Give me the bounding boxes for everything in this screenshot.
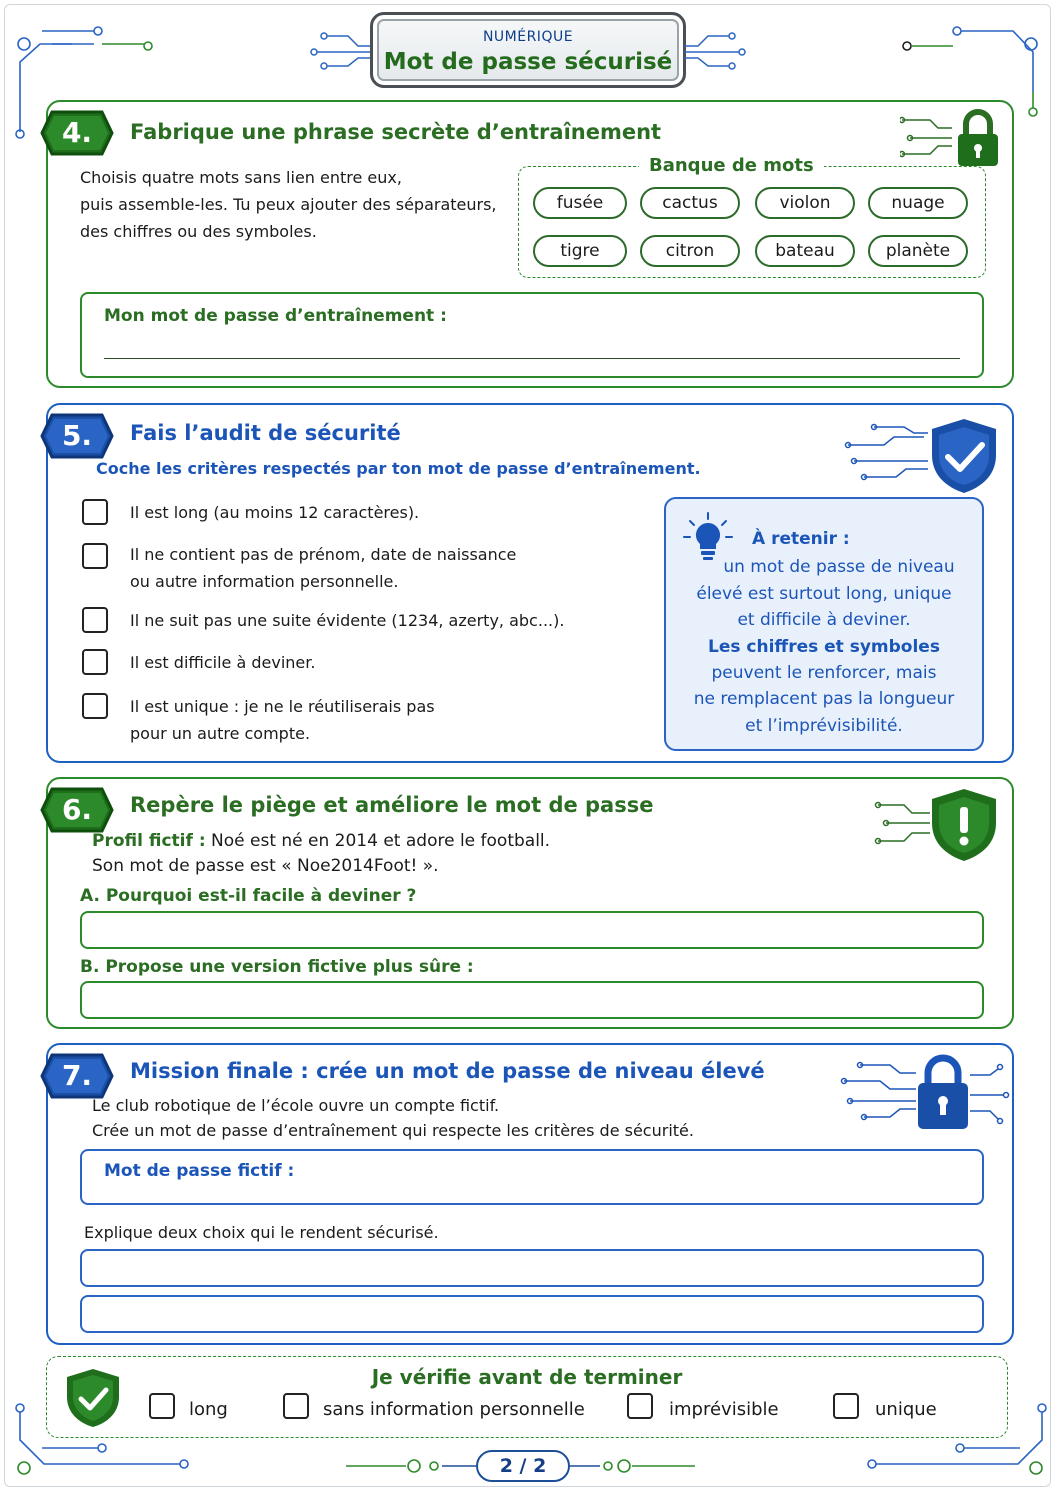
section-number: 6. xyxy=(61,793,93,826)
criterion-line: ou autre information personnelle. xyxy=(130,572,399,591)
padlock-icon xyxy=(840,1051,1010,1133)
reminder-line: Les chiffres et symboles xyxy=(708,637,940,657)
checklist-title: Je vérifie avant de terminer xyxy=(371,1365,683,1389)
explain-prompt: Explique deux choix qui le rendent sécurisé. xyxy=(84,1223,439,1242)
criterion-line: Il est long (au moins 12 caractères). xyxy=(130,503,420,522)
reminder-line: un mot de passe de niveau xyxy=(723,557,955,577)
explain-box-2[interactable] xyxy=(80,1295,984,1333)
lightbulb-icon xyxy=(682,511,734,563)
criterion-checkbox[interactable] xyxy=(82,543,108,569)
word-chip: fusée xyxy=(533,187,627,219)
padlock-icon xyxy=(900,108,1004,170)
page-title: Mot de passe sécurisé xyxy=(383,49,673,75)
reminder-title: À retenir : xyxy=(752,529,850,549)
footer-connector-left xyxy=(346,1456,476,1476)
password-answer-box[interactable] xyxy=(80,292,984,378)
intro-line: puis assemble-les. Tu peux ajouter des séparateurs, xyxy=(80,195,497,214)
answer-line[interactable] xyxy=(104,358,960,359)
reminder-line: élevé est surtout long, unique xyxy=(696,584,952,604)
shield-alert-icon xyxy=(874,785,1000,863)
answer-label: Mot de passe fictif : xyxy=(104,1161,295,1181)
criterion-text xyxy=(130,541,516,595)
section-4 xyxy=(46,100,1014,388)
reminder-line: et difficile à deviner. xyxy=(737,610,911,630)
word-chip: citron xyxy=(640,235,740,267)
checklist-label: unique xyxy=(875,1399,937,1420)
footer-connector-right xyxy=(570,1456,700,1476)
reminder-line: peuvent le renforcer, mais xyxy=(711,663,937,683)
answer-label: Mon mot de passe d’entraînement : xyxy=(104,306,447,326)
criterion-line: Il ne suit pas une suite évidente (1234, azerty, abc...). xyxy=(130,611,565,630)
intro-line: Le club robotique de l’école ouvre un compte fictif. xyxy=(92,1096,500,1115)
section-5 xyxy=(46,403,1014,763)
criterion-checkbox[interactable] xyxy=(82,607,108,633)
criterion-checkbox[interactable] xyxy=(82,693,108,719)
checklist-label: long xyxy=(189,1399,228,1420)
word-chip: tigre xyxy=(533,235,627,267)
profile-line: Son mot de passe est « Noe2014Foot! ». xyxy=(92,856,439,876)
intro-line: Choisis quatre mots sans lien entre eux, xyxy=(80,168,402,187)
criterion-text xyxy=(130,649,315,676)
circuit-header-right xyxy=(684,26,748,76)
intro-line: Crée un mot de passe d’entraînement qui respecte les critères de sécurité. xyxy=(92,1121,694,1140)
section-5-instruction: Coche les critères respectés par ton mot de passe d’entraînement. xyxy=(96,459,701,478)
section-title: Mission finale : crée un mot de passe de niveau élevé xyxy=(130,1059,765,1083)
section-number: 4. xyxy=(61,116,93,149)
checklist-checkbox[interactable] xyxy=(283,1393,309,1419)
section-title: Fabrique une phrase secrète d’entraînement xyxy=(130,120,662,144)
circuit-header-left xyxy=(308,26,372,76)
word-chip: violon xyxy=(755,187,855,219)
word-chip: planète xyxy=(868,235,968,267)
section-7 xyxy=(46,1043,1014,1345)
shield-check-icon xyxy=(844,415,1000,495)
checklist-label: sans information personnelle xyxy=(323,1399,585,1420)
criterion-line: pour un autre compte. xyxy=(130,724,311,743)
profile-text: Noé est né en 2014 et adore le football. xyxy=(211,831,551,851)
question-b-label: B. Propose une version fictive plus sûre : xyxy=(80,957,474,977)
section-number: 7. xyxy=(61,1059,93,1092)
reminder-line: et l’imprévisibilité. xyxy=(745,716,903,736)
explain-box-1[interactable] xyxy=(80,1249,984,1287)
question-a-label: A. Pourquoi est-il facile à deviner ? xyxy=(80,886,417,906)
section-7-intro xyxy=(92,1093,694,1143)
criterion-text xyxy=(130,693,435,747)
criterion-line: Il est difficile à deviner. xyxy=(130,653,316,672)
word-chip: nuage xyxy=(868,187,968,219)
criterion-checkbox[interactable] xyxy=(82,499,108,525)
answer-box-b[interactable] xyxy=(80,981,984,1019)
page-number: 2 / 2 xyxy=(476,1450,570,1482)
profile-label: Profil fictif : xyxy=(92,831,206,851)
criterion-line: Il est unique : je ne le réutiliserais pas xyxy=(130,697,435,716)
section-title: Fais l’audit de sécurité xyxy=(130,421,401,445)
checklist-checkbox[interactable] xyxy=(149,1393,175,1419)
criterion-text xyxy=(130,499,419,526)
word-bank xyxy=(518,155,986,278)
profile-block xyxy=(92,829,550,879)
criterion-checkbox[interactable] xyxy=(82,649,108,675)
section-6 xyxy=(46,777,1014,1029)
criterion-line: Il ne contient pas de prénom, date de naissance xyxy=(130,545,517,564)
final-checklist xyxy=(46,1356,1008,1438)
checklist-checkbox[interactable] xyxy=(627,1393,653,1419)
reminder-box xyxy=(664,497,984,751)
profile-line xyxy=(92,829,550,854)
header-kicker: NUMÉRIQUE xyxy=(482,29,574,45)
criterion-text xyxy=(130,607,564,634)
header-plate xyxy=(370,12,686,88)
section-number: 5. xyxy=(61,419,93,452)
intro-line: des chiffres ou des symboles. xyxy=(80,222,317,241)
reminder-line: ne remplacent pas la longueur xyxy=(693,689,955,709)
fictive-password-box[interactable] xyxy=(80,1149,984,1205)
section-title: Repère le piège et améliore le mot de passe xyxy=(130,793,654,817)
section-4-intro xyxy=(80,164,497,245)
word-bank-title: Banque de mots xyxy=(639,155,824,176)
word-chip: bateau xyxy=(755,235,855,267)
checklist-label: imprévisible xyxy=(669,1399,779,1420)
checklist-checkbox[interactable] xyxy=(833,1393,859,1419)
answer-box-a[interactable] xyxy=(80,911,984,949)
word-chip: cactus xyxy=(640,187,740,219)
